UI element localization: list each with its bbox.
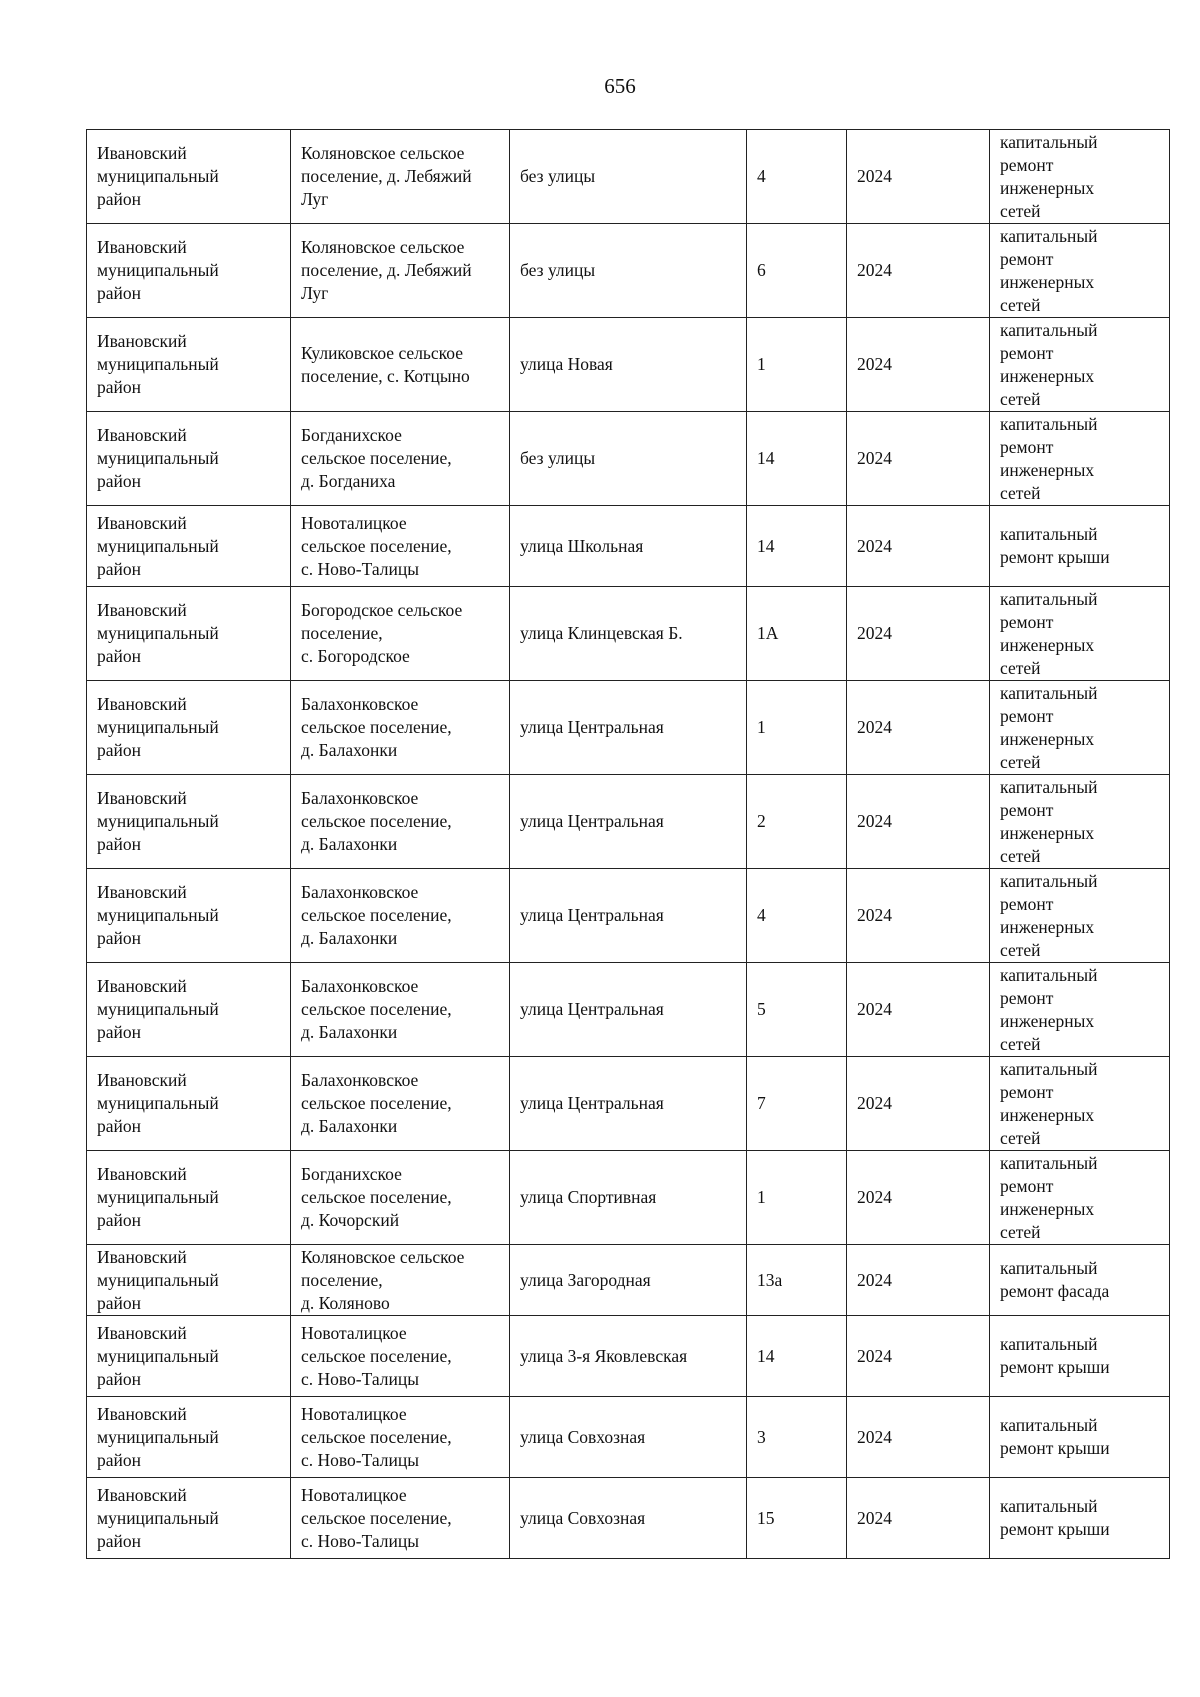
works-type-cell: капитальный ремонт крыши <box>990 1316 1170 1397</box>
district-cell: Ивановский муниципальный район <box>87 506 291 587</box>
house-number-cell: 14 <box>747 1316 847 1397</box>
settlement-cell: Коляновское сельское поселение, д. Коляново <box>291 1245 510 1316</box>
street-cell: без улицы <box>510 412 747 506</box>
year-cell: 2024 <box>847 1478 990 1559</box>
district-cell: Ивановский муниципальный район <box>87 1397 291 1478</box>
works-type-cell: капитальный ремонт инженерных сетей <box>990 130 1170 224</box>
house-number-cell: 2 <box>747 775 847 869</box>
settlement-cell: Новоталицкое сельское поселение, с. Ново-Талицы <box>291 1478 510 1559</box>
works-type-cell: капитальный ремонт крыши <box>990 1397 1170 1478</box>
table-row <box>87 587 1170 681</box>
house-number-cell: 4 <box>747 130 847 224</box>
street-cell: улица Школьная <box>510 506 747 587</box>
settlement-cell: Богданихское сельское поселение, д. Богданиха <box>291 412 510 506</box>
district-cell: Ивановский муниципальный район <box>87 869 291 963</box>
works-type-cell: капитальный ремонт инженерных сетей <box>990 224 1170 318</box>
table-row <box>87 318 1170 412</box>
house-number-cell: 14 <box>747 506 847 587</box>
district-cell: Ивановский муниципальный район <box>87 1478 291 1559</box>
settlement-cell: Коляновское сельское поселение, д. Лебяжий Луг <box>291 130 510 224</box>
table-row <box>87 869 1170 963</box>
page-number: 656 <box>604 74 636 98</box>
district-cell: Ивановский муниципальный район <box>87 412 291 506</box>
settlement-cell: Богданихское сельское поселение, д. Кочорский <box>291 1151 510 1245</box>
house-number-cell: 15 <box>747 1478 847 1559</box>
year-cell: 2024 <box>847 587 990 681</box>
house-number-cell: 1А <box>747 587 847 681</box>
house-number-cell: 1 <box>747 318 847 412</box>
table-row <box>87 130 1170 224</box>
district-cell: Ивановский муниципальный район <box>87 775 291 869</box>
year-cell: 2024 <box>847 224 990 318</box>
housing-repair-table <box>86 129 1170 1559</box>
street-cell: улица Центральная <box>510 963 747 1057</box>
house-number-cell: 1 <box>747 681 847 775</box>
house-number-cell: 13а <box>747 1245 847 1316</box>
house-number-cell: 3 <box>747 1397 847 1478</box>
district-cell: Ивановский муниципальный район <box>87 681 291 775</box>
table-row <box>87 963 1170 1057</box>
house-number-cell: 6 <box>747 224 847 318</box>
year-cell: 2024 <box>847 1057 990 1151</box>
table-row <box>87 1478 1170 1559</box>
settlement-cell: Балахонковское сельское поселение, д. Балахонки <box>291 775 510 869</box>
year-cell: 2024 <box>847 412 990 506</box>
table-row <box>87 681 1170 775</box>
works-type-cell: капитальный ремонт крыши <box>990 1478 1170 1559</box>
street-cell: улица Совхозная <box>510 1478 747 1559</box>
table-row <box>87 224 1170 318</box>
table-row <box>87 1316 1170 1397</box>
street-cell: улица Новая <box>510 318 747 412</box>
street-cell: без улицы <box>510 130 747 224</box>
street-cell: улица Центральная <box>510 869 747 963</box>
year-cell: 2024 <box>847 506 990 587</box>
street-cell: улица Клинцевская Б. <box>510 587 747 681</box>
district-cell: Ивановский муниципальный район <box>87 1151 291 1245</box>
year-cell: 2024 <box>847 1151 990 1245</box>
works-type-cell: капитальный ремонт инженерных сетей <box>990 1057 1170 1151</box>
house-number-cell: 1 <box>747 1151 847 1245</box>
works-type-cell: капитальный ремонт инженерных сетей <box>990 869 1170 963</box>
street-cell: улица Центральная <box>510 1057 747 1151</box>
street-cell: улица Совхозная <box>510 1397 747 1478</box>
works-type-cell: капитальный ремонт инженерных сетей <box>990 1151 1170 1245</box>
street-cell: улица Центральная <box>510 681 747 775</box>
year-cell: 2024 <box>847 963 990 1057</box>
works-type-cell: капитальный ремонт инженерных сетей <box>990 412 1170 506</box>
settlement-cell: Балахонковское сельское поселение, д. Балахонки <box>291 681 510 775</box>
settlement-cell: Новоталицкое сельское поселение, с. Ново-Талицы <box>291 506 510 587</box>
settlement-cell: Новоталицкое сельское поселение, с. Ново-Талицы <box>291 1397 510 1478</box>
year-cell: 2024 <box>847 869 990 963</box>
works-type-cell: капитальный ремонт инженерных сетей <box>990 681 1170 775</box>
house-number-cell: 7 <box>747 1057 847 1151</box>
works-type-cell: капитальный ремонт инженерных сетей <box>990 775 1170 869</box>
table-row <box>87 1151 1170 1245</box>
settlement-cell: Куликовское сельское поселение, с. Котцыно <box>291 318 510 412</box>
year-cell: 2024 <box>847 1397 990 1478</box>
district-cell: Ивановский муниципальный район <box>87 224 291 318</box>
district-cell: Ивановский муниципальный район <box>87 587 291 681</box>
district-cell: Ивановский муниципальный район <box>87 963 291 1057</box>
year-cell: 2024 <box>847 130 990 224</box>
district-cell: Ивановский муниципальный район <box>87 1316 291 1397</box>
settlement-cell: Балахонковское сельское поселение, д. Балахонки <box>291 963 510 1057</box>
works-type-cell: капитальный ремонт крыши <box>990 506 1170 587</box>
street-cell: улица Загородная <box>510 1245 747 1316</box>
year-cell: 2024 <box>847 318 990 412</box>
settlement-cell: Коляновское сельское поселение, д. Лебяжий Луг <box>291 224 510 318</box>
table-row <box>87 412 1170 506</box>
street-cell: улица Центральная <box>510 775 747 869</box>
table-row <box>87 1397 1170 1478</box>
street-cell: улица Спортивная <box>510 1151 747 1245</box>
settlement-cell: Богородское сельское поселение, с. Богородское <box>291 587 510 681</box>
district-cell: Ивановский муниципальный район <box>87 1057 291 1151</box>
works-type-cell: капитальный ремонт инженерных сетей <box>990 587 1170 681</box>
settlement-cell: Балахонковское сельское поселение, д. Балахонки <box>291 1057 510 1151</box>
table-row <box>87 775 1170 869</box>
house-number-cell: 14 <box>747 412 847 506</box>
works-type-cell: капитальный ремонт фасада <box>990 1245 1170 1316</box>
year-cell: 2024 <box>847 1245 990 1316</box>
table-row <box>87 1245 1170 1316</box>
year-cell: 2024 <box>847 1316 990 1397</box>
year-cell: 2024 <box>847 775 990 869</box>
table-row <box>87 506 1170 587</box>
house-number-cell: 5 <box>747 963 847 1057</box>
district-cell: Ивановский муниципальный район <box>87 130 291 224</box>
works-type-cell: капитальный ремонт инженерных сетей <box>990 318 1170 412</box>
street-cell: улица 3-я Яковлевская <box>510 1316 747 1397</box>
settlement-cell: Балахонковское сельское поселение, д. Балахонки <box>291 869 510 963</box>
works-type-cell: капитальный ремонт инженерных сетей <box>990 963 1170 1057</box>
settlement-cell: Новоталицкое сельское поселение, с. Ново-Талицы <box>291 1316 510 1397</box>
district-cell: Ивановский муниципальный район <box>87 1245 291 1316</box>
table-row <box>87 1057 1170 1151</box>
year-cell: 2024 <box>847 681 990 775</box>
house-number-cell: 4 <box>747 869 847 963</box>
district-cell: Ивановский муниципальный район <box>87 318 291 412</box>
street-cell: без улицы <box>510 224 747 318</box>
